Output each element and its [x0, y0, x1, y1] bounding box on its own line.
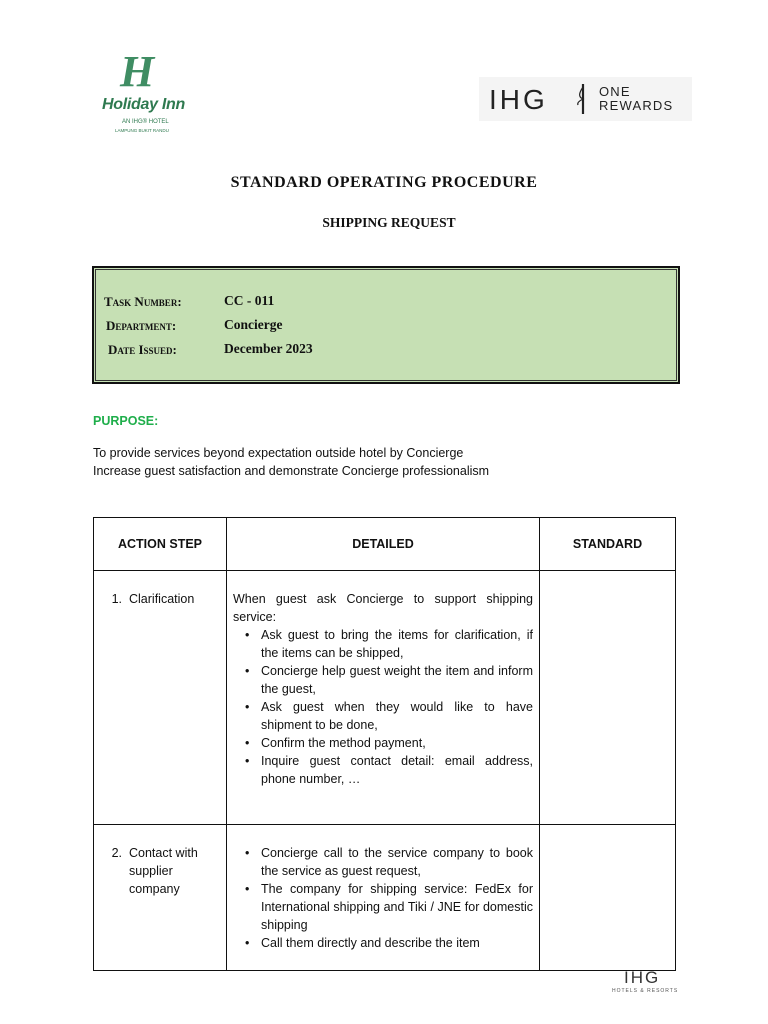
one-rewards-line1: ONE [599, 84, 631, 99]
header-standard: STANDARD [540, 518, 676, 571]
holiday-inn-logo [92, 42, 196, 140]
list-item: • Inquire guest contact detail: email address, phone number, … [233, 752, 533, 788]
list-item: • Concierge help guest weight the item and inform the guest, [233, 662, 533, 698]
list-item: • Confirm the method payment, [233, 734, 533, 752]
table-header-row [94, 518, 676, 571]
step-number: 1. [111, 592, 122, 606]
task-number-value: CC - 011 [224, 293, 275, 308]
footer-brand: IHG [624, 968, 661, 987]
task-number-label: Task Number: [104, 294, 182, 309]
holiday-inn-location: LAMPUNG BUKIT RANDU [115, 128, 169, 133]
department-label: Department: [106, 318, 177, 333]
purpose-heading: PURPOSE: [93, 414, 159, 428]
document-subtitle: SHIPPING REQUEST [322, 215, 456, 230]
step-label-line: supplier [129, 864, 173, 878]
detailed-cell [227, 825, 540, 971]
holiday-inn-tagline: AN IHG® HOTEL [122, 119, 169, 125]
list-item: • Call them directly and describe the item [233, 934, 533, 951]
table-row [94, 825, 676, 971]
date-issued-value: December 2023 [224, 341, 313, 356]
list-item: • Ask guest when they would like to have shipment to be done, [233, 698, 533, 734]
step-number: 2. [111, 846, 122, 860]
step-label [129, 590, 194, 608]
list-item: • The company for shipping service: FedEx for International shipping and Tiki / JNE for domestic shipping [233, 880, 533, 934]
task-info-box [92, 266, 680, 384]
action-step-cell [94, 825, 227, 971]
date-issued-label: Date Issued: [108, 342, 177, 357]
ihg-one-rewards-logo [479, 77, 692, 121]
step-label [129, 844, 198, 898]
purpose-line: Increase guest satisfaction and demonstrate Concierge professionalism [93, 464, 490, 478]
one-rewards-line2: REWARDS [599, 98, 674, 113]
footer-tagline: HOTELS & RESORTS [612, 988, 679, 994]
standard-cell [540, 825, 676, 971]
ihg-signature-icon [575, 83, 589, 115]
holiday-inn-name: Holiday Inn [102, 96, 185, 113]
procedure-table [93, 517, 676, 971]
ihg-footer-logo [612, 968, 678, 998]
table-row [94, 571, 676, 825]
department-value: Concierge [224, 317, 283, 332]
header-action-step: ACTION STEP [94, 518, 227, 571]
step-label-line: Contact with [129, 846, 198, 860]
detail-intro: When guest ask Concierge to support shipping service: [233, 592, 533, 624]
standard-cell [540, 571, 676, 825]
step-label-line: Clarification [129, 592, 195, 606]
ihg-brand: IHG [489, 84, 548, 115]
step-label-line: company [129, 882, 180, 896]
header-detailed: DETAILED [227, 518, 540, 571]
detail-bullet-list [233, 626, 533, 788]
action-step-cell [94, 571, 227, 825]
detail-bullet-list [233, 844, 533, 951]
purpose-line: To provide services beyond expectation outside hotel by Concierge [93, 446, 464, 460]
list-item: • Ask guest to bring the items for clarification, if the items can be shipped, [233, 626, 533, 662]
holiday-inn-mark: H [120, 47, 155, 96]
list-item: • Concierge call to the service company to book the service as guest request, [233, 844, 533, 880]
document-title: STANDARD OPERATING PROCEDURE [230, 174, 538, 191]
detailed-cell [227, 571, 540, 825]
